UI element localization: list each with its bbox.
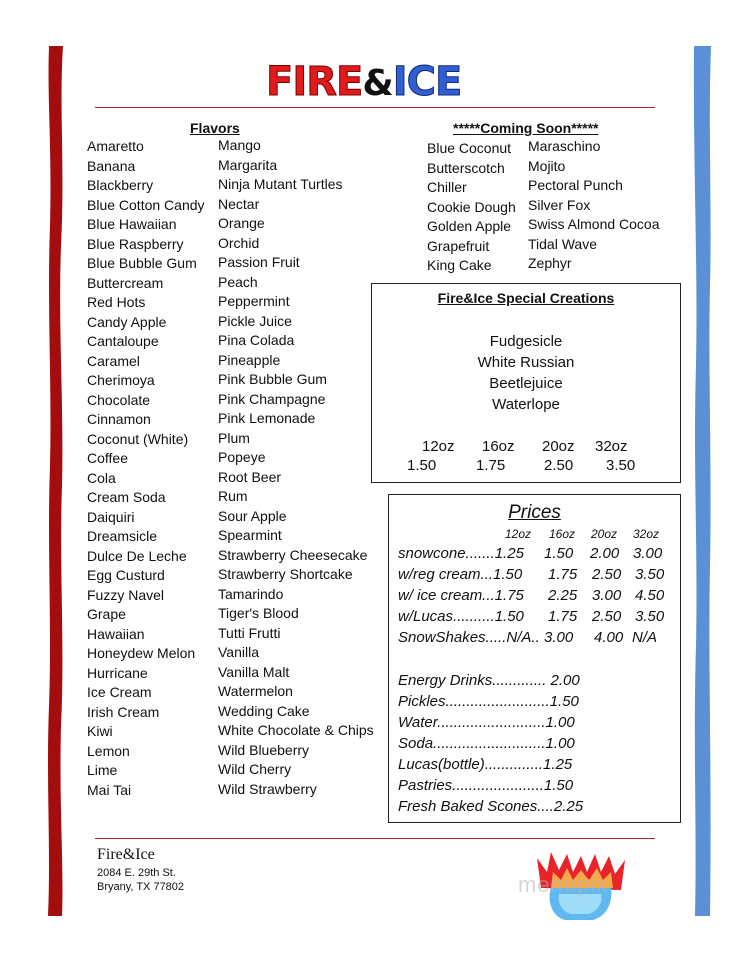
- price-32oz: 3.50: [635, 608, 665, 625]
- coming-soon-item: Cookie Dough: [427, 198, 516, 215]
- flavor-item: Passion Fruit: [218, 254, 300, 270]
- flavor-item: Coconut (White): [87, 430, 189, 447]
- flavor-item: Pina Colada: [218, 332, 295, 348]
- flavor-item: Orange: [218, 215, 265, 231]
- flavor-item: Pink Bubble Gum: [218, 371, 327, 387]
- flavor-item: Chocolate: [87, 391, 151, 408]
- special-price: 3.50: [606, 457, 636, 474]
- flavor-item: Strawberry Shortcake: [218, 566, 353, 582]
- coming-soon-item: Zephyr: [528, 255, 572, 271]
- flavors-heading: Flavors: [190, 120, 240, 136]
- flavor-item: Amaretto: [87, 138, 144, 154]
- special-creations-list: [372, 331, 680, 415]
- coming-soon-item: Butterscotch: [427, 159, 505, 176]
- price-20oz: 2.00: [590, 545, 620, 562]
- price-16oz: 1.50: [544, 545, 574, 562]
- extra-item: Energy Drinks............. 2.00: [398, 672, 580, 689]
- special-size: 16oz: [482, 438, 515, 455]
- extras-list: [398, 670, 583, 817]
- flavor-item: Hurricane: [87, 664, 148, 681]
- coming-soon-item: Mojito: [528, 157, 566, 174]
- flavor-item: Hawaiian: [87, 625, 145, 642]
- extra-item: Lucas(bottle)..............1.25: [398, 756, 573, 773]
- flavor-item: Tutti Frutti: [218, 624, 281, 641]
- logo: [266, 58, 486, 106]
- flavor-item: Margarita: [218, 156, 278, 173]
- special-size: 32oz: [595, 438, 628, 455]
- special-creations-heading: Fire&Ice Special Creations: [437, 290, 615, 306]
- flavor-item: Cola: [87, 469, 116, 486]
- price-row-label: w/Lucas..........1.50: [398, 608, 524, 625]
- flavor-item: Tiger's Blood: [218, 605, 299, 621]
- flavor-item: Cantaloupe: [87, 333, 159, 349]
- special-size: 20oz: [542, 438, 575, 455]
- coming-soon-item: Golden Apple: [427, 218, 512, 234]
- price-size: 16oz: [549, 527, 576, 541]
- extra-item: Pastries......................1.50: [398, 777, 574, 794]
- flavor-item: Wild Strawberry: [218, 780, 317, 797]
- flavor-item: Pickle Juice: [218, 312, 292, 329]
- flavor-item: Tamarindo: [218, 585, 284, 602]
- flavor-item: Egg Custurd: [87, 567, 165, 583]
- flavor-item: Peppermint: [218, 293, 290, 309]
- coming-soon-item: King Cake: [427, 257, 492, 273]
- flavor-item: Cinnamon: [87, 411, 151, 427]
- price-row-label: SnowShakes.....N/A..: [398, 629, 540, 646]
- flavor-item: Blue Raspberry: [87, 235, 184, 252]
- flavor-item: Wild Cherry: [218, 761, 292, 777]
- flavor-item: Wild Blueberry: [218, 741, 310, 758]
- flavor-item: Sour Apple: [218, 507, 287, 524]
- price-16oz: 2.25: [548, 587, 578, 604]
- price-32oz: 3.00: [633, 545, 663, 562]
- flavors-col-2: [218, 136, 374, 799]
- flavor-item: Blue Hawaiian: [87, 216, 177, 232]
- price-20oz: 3.00: [592, 587, 622, 604]
- coming-soon-item: Blue Coconut: [427, 140, 512, 156]
- flavor-item: Candy Apple: [87, 313, 167, 330]
- top-rule: [95, 107, 655, 108]
- coming-soon-item: Maraschino: [528, 138, 601, 154]
- flavor-item: Blue Bubble Gum: [87, 255, 197, 271]
- price-32oz: 4.50: [635, 587, 665, 604]
- special-creations-box: [371, 283, 681, 483]
- flavor-item: Vanilla Malt: [218, 663, 290, 680]
- footer-city: Bryany, TX 77802: [97, 881, 185, 893]
- logo-ice: ICE: [392, 59, 462, 105]
- flavor-item: Popeye: [218, 449, 266, 465]
- footer-street: 2084 E. 29th St.: [97, 867, 176, 879]
- flavor-item: Peach: [218, 273, 258, 290]
- flavor-item: Ninja Mutant Turtles: [218, 176, 343, 192]
- flavor-item: Pink Lemonade: [218, 410, 316, 426]
- price-20oz: 2.50: [592, 566, 622, 583]
- flavor-item: Wedding Cake: [218, 702, 310, 719]
- logo-fire: FIRE: [266, 59, 363, 105]
- price-size: 20oz: [591, 527, 618, 541]
- flavor-item: Plum: [218, 429, 250, 446]
- coming-soon-item: Silver Fox: [528, 196, 591, 213]
- flavor-item: Daiquiri: [87, 508, 135, 525]
- coming-soon-col-1: [427, 139, 516, 276]
- flavor-item: Mango: [218, 137, 261, 153]
- extra-item: Soda...........................1.00: [398, 735, 575, 752]
- coming-soon-item: Pectoral Punch: [528, 177, 623, 193]
- flavor-item: Coffee: [87, 450, 128, 466]
- special-item: White Russian: [477, 354, 575, 371]
- special-size: 12oz: [422, 438, 455, 455]
- coming-soon-item: Chiller: [427, 179, 467, 195]
- extra-item: Pickles.........................1.50: [398, 693, 579, 710]
- special-item: Waterlope: [492, 396, 560, 413]
- flavor-item: Orchid: [218, 234, 260, 251]
- coming-soon-item: Tidal Wave: [528, 235, 597, 252]
- flavor-item: Irish Cream: [87, 703, 160, 720]
- coming-soon-col-2: [528, 137, 660, 274]
- price-size: 12oz: [505, 527, 532, 541]
- flavor-item: Rum: [218, 488, 248, 504]
- special-price: 1.75: [476, 457, 506, 474]
- flavor-item: Honeydew Melon: [87, 645, 196, 661]
- flavor-item: Caramel: [87, 352, 140, 369]
- flavor-item: Fuzzy Navel: [87, 586, 165, 603]
- prices-box: [388, 494, 681, 823]
- flavor-item: Cherimoya: [87, 372, 155, 388]
- left-red-bar: [46, 46, 66, 916]
- right-blue-bar: [692, 46, 712, 916]
- coming-soon-heading: *****Coming Soon*****: [453, 120, 599, 136]
- special-price: 2.50: [544, 457, 574, 474]
- extra-item: Water..........................1.00: [398, 714, 575, 731]
- price-16oz: 1.75: [548, 566, 578, 583]
- price-20oz: 4.00: [594, 629, 624, 646]
- price-32oz: N/A: [632, 629, 658, 646]
- price-32oz: 3.50: [635, 566, 665, 583]
- flavor-item: Pineapple: [218, 351, 281, 368]
- flavor-item: Spearmint: [218, 527, 282, 543]
- flavor-item: Cream Soda: [87, 489, 166, 505]
- flavor-item: Mai Tai: [87, 781, 132, 798]
- flavor-item: Ice Cream: [87, 684, 152, 700]
- flavor-item: Watermelon: [218, 683, 293, 699]
- bottom-rule: [95, 838, 655, 839]
- special-item: Beetlejuice: [489, 375, 563, 392]
- flavor-item: Lime: [87, 762, 118, 778]
- watermark: menupix: [518, 872, 609, 897]
- price-16oz: 3.00: [544, 629, 574, 646]
- flavor-item: Banana: [87, 157, 136, 174]
- flavor-item: Buttercream: [87, 274, 164, 291]
- flavor-item: Pink Champagne: [218, 390, 326, 407]
- footer-address: [97, 866, 184, 894]
- flavor-item: Root Beer: [218, 468, 282, 485]
- flavor-item: Red Hots: [87, 294, 146, 310]
- flavor-item: White Chocolate & Chips: [218, 722, 374, 738]
- flavor-item: Blue Cotton Candy: [87, 196, 205, 213]
- extra-item: Fresh Baked Scones....2.25: [398, 798, 584, 815]
- flavor-item: Dreamsicle: [87, 528, 158, 544]
- flavor-item: Strawberry Cheesecake: [218, 546, 368, 563]
- coming-soon-item: Swiss Almond Cocoa: [528, 216, 660, 232]
- logo-amp: &: [362, 63, 393, 104]
- flavor-item: Dulce De Leche: [87, 547, 187, 564]
- price-20oz: 2.50: [592, 608, 622, 625]
- price-row-label: snowcone.......1.25: [398, 545, 524, 562]
- flavor-item: Kiwi: [87, 723, 113, 739]
- coming-soon-item: Grapefruit: [427, 237, 490, 254]
- price-row-label: w/reg cream...1.50: [398, 566, 523, 583]
- flavor-item: Nectar: [218, 195, 260, 212]
- price-row-label: w/ ice cream...1.75: [398, 587, 524, 604]
- special-item: Fudgesicle: [489, 333, 563, 350]
- flavor-item: Blackberry: [87, 177, 154, 193]
- flavors-col-1: [87, 137, 205, 800]
- prices-heading: Prices: [508, 502, 561, 523]
- price-size: 32oz: [633, 527, 660, 541]
- flavor-item: Vanilla: [218, 644, 259, 660]
- price-16oz: 1.75: [548, 608, 578, 625]
- footer-business-name: Fire&Ice: [97, 846, 155, 863]
- special-price: 1.50: [407, 457, 437, 474]
- flavor-item: Grape: [87, 606, 126, 622]
- flavor-item: Lemon: [87, 742, 130, 759]
